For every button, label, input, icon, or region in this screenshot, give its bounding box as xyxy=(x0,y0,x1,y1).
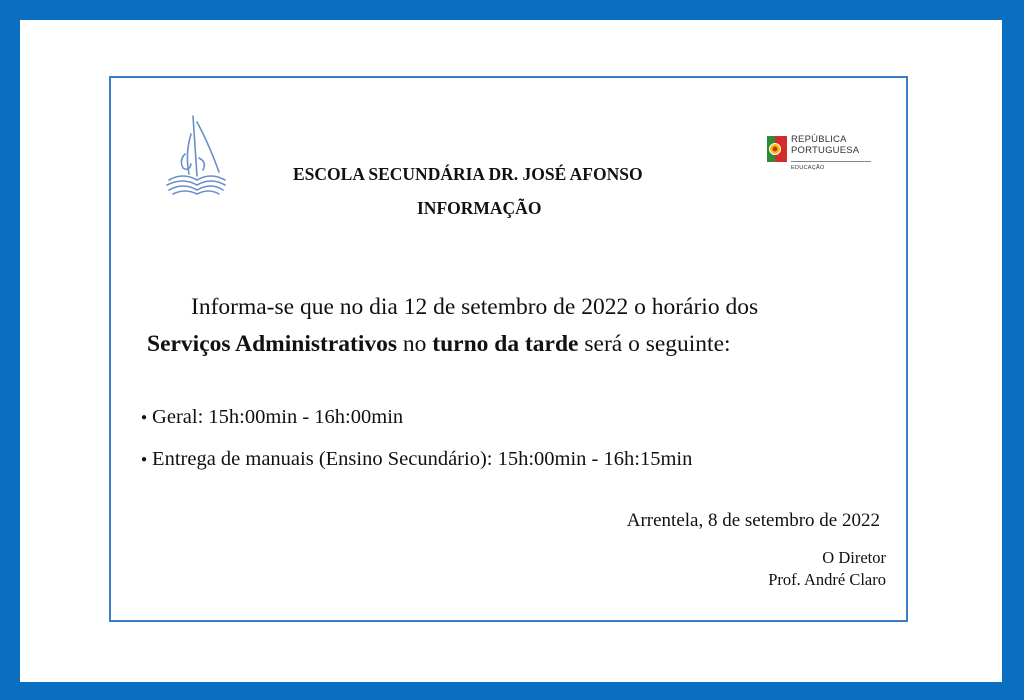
republica-portuguesa-logo xyxy=(767,134,877,178)
schedule-item-text: Entrega de manuais (Ensino Secundário): 15h:00min - 16h:15min xyxy=(152,448,693,470)
portugal-flag-icon xyxy=(767,136,787,162)
gov-logo-line2: PORTUGUESA xyxy=(791,145,860,156)
schedule-item xyxy=(141,448,692,471)
school-name: ESCOLA SECUNDÁRIA DR. JOSÉ AFONSO xyxy=(293,164,643,184)
signatory-name: Prof. André Claro xyxy=(768,570,886,589)
gov-logo-line1: REPÚBLICA xyxy=(791,134,847,145)
page-sheet xyxy=(20,20,1002,682)
announcement-line-1: Informa-se que no dia 12 de setembro de 2022 o horário dos xyxy=(191,294,759,320)
document-title: INFORMAÇÃO xyxy=(417,198,542,218)
announcement-line-2 xyxy=(147,331,731,358)
line2-connector-text: no xyxy=(397,331,433,357)
notice-panel xyxy=(109,76,908,622)
gov-logo-text xyxy=(791,134,881,156)
gov-logo-divider xyxy=(791,161,871,162)
bullet-icon: ● xyxy=(141,454,148,465)
schedule-item-text: Geral: 15h:00min - 16h:00min xyxy=(152,406,404,428)
place-date: Arrentela, 8 de setembro de 2022 xyxy=(626,510,880,531)
line2-ending-text: será o seguinte: xyxy=(578,331,731,357)
services-bold-text: Serviços Administrativos xyxy=(147,331,398,357)
school-logo-icon xyxy=(163,114,229,196)
schedule-item xyxy=(141,406,403,429)
gov-logo-subline: EDUCAÇÃO xyxy=(791,165,825,171)
bullet-icon: ● xyxy=(141,412,148,423)
signatory-role: O Diretor xyxy=(822,548,886,567)
shift-bold-text: turno da tarde xyxy=(432,331,579,357)
